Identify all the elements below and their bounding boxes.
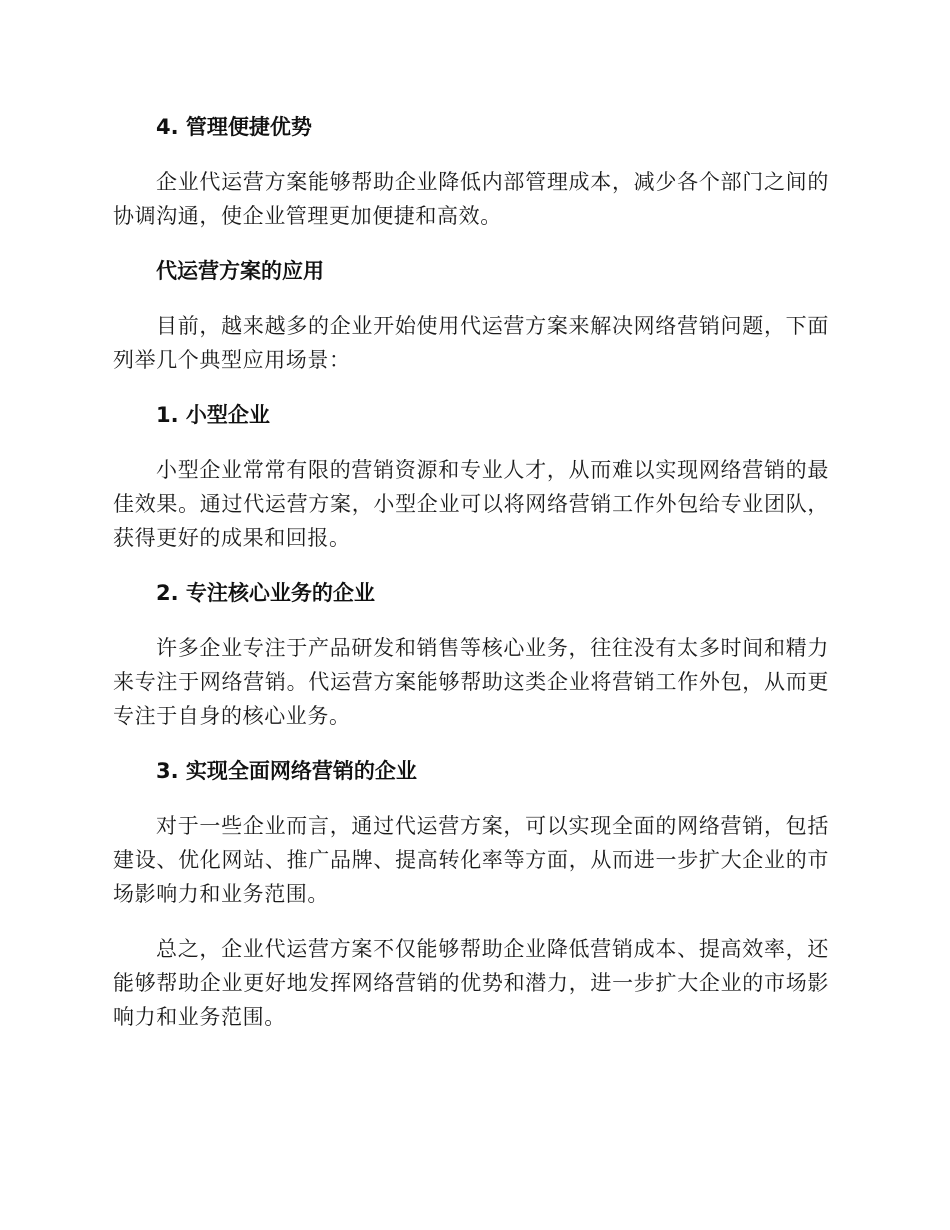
section-paragraph-applications: 目前，越来越多的企业开始使用代运营方案来解决网络营销问题，下面列举几个典型应用场景： <box>113 314 829 372</box>
document-body <box>113 110 829 1055</box>
section-paragraph-small-business: 小型企业常常有限的营销资源和专业人才，从而难以实现网络营销的最佳效果。通过代运营方案，小型企业可以将网络营销工作外包给专业团队，获得更好的成果和回报。 <box>113 458 829 550</box>
section-heading-management: 4. 管理便捷优势 <box>156 115 312 139</box>
section-paragraph-core-business: 许多企业专注于产品研发和销售等核心业务，往往没有太多时间和精力来专注于网络营销。代运营方案能够帮助这类企业将营销工作外包，从而更专注于自身的核心业务。 <box>113 636 829 728</box>
section-paragraph-management: 企业代运营方案能够帮助企业降低内部管理成本，减少各个部门之间的协调沟通，使企业管理更加便捷和高效。 <box>113 170 829 228</box>
section-heading-applications: 代运营方案的应用 <box>156 259 324 283</box>
section-heading-small-business: 1. 小型企业 <box>156 403 270 427</box>
section-heading-core-business: 2. 专注核心业务的企业 <box>156 581 375 605</box>
section-heading-full-marketing: 3. 实现全面网络营销的企业 <box>156 759 417 783</box>
section-paragraph-full-marketing: 对于一些企业而言，通过代运营方案，可以实现全面的网络营销，包括建设、优化网站、推广品牌、提高转化率等方面，从而进一步扩大企业的市场影响力和业务范围。 <box>113 814 829 906</box>
conclusion-paragraph: 总之，企业代运营方案不仅能够帮助企业降低营销成本、提高效率，还能够帮助企业更好地发挥网络营销的优势和潜力，进一步扩大企业的市场影响力和业务范围。 <box>113 937 829 1029</box>
